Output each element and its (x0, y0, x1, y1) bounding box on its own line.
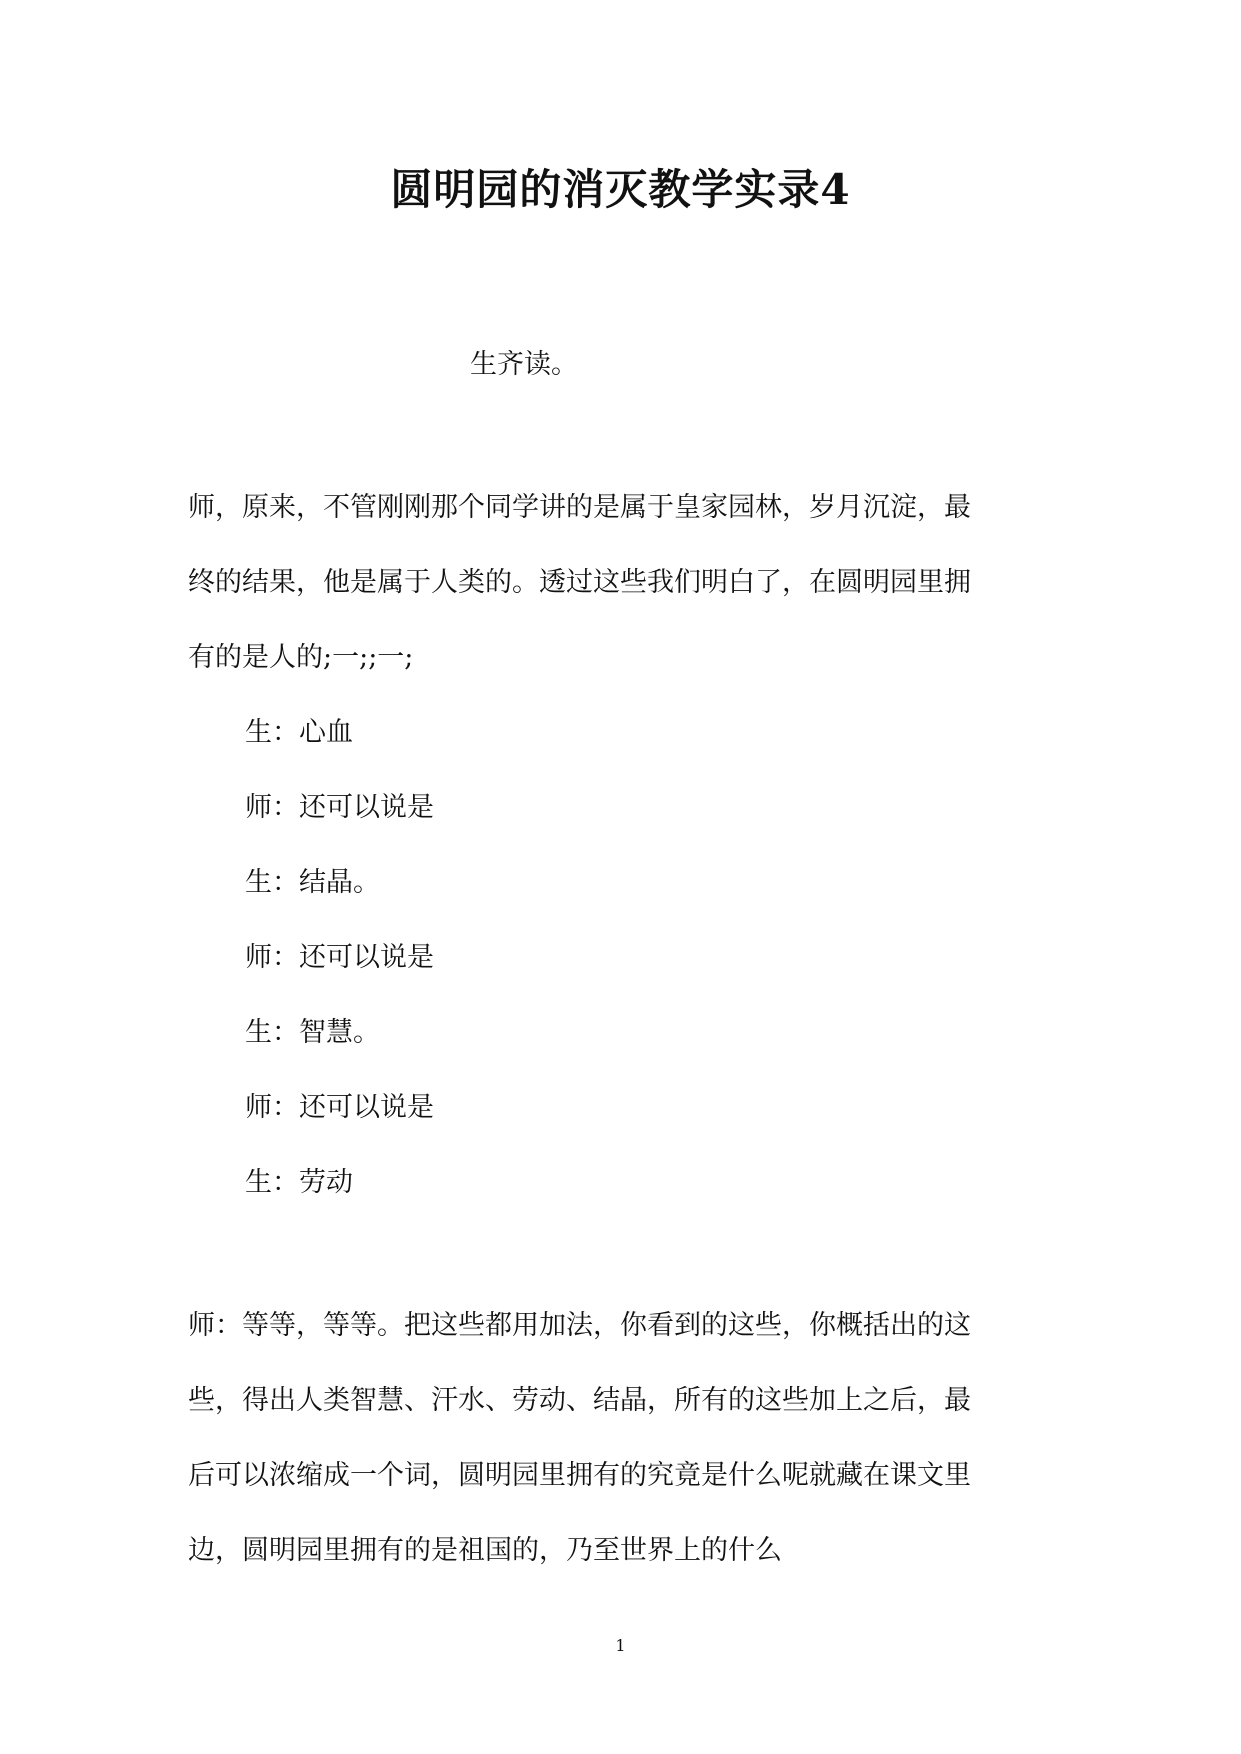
document-title: 圆明园的消灭教学实录4 (390, 165, 851, 214)
paragraph-line: 生齐读。 (470, 349, 578, 380)
dialogue-line: 师：还可以说是 (245, 792, 434, 823)
paragraph-line: 有的是人的;一;;一; (188, 642, 414, 673)
paragraph-line: 师：等等，等等。把这些都用加法，你看到的这些，你概括出的这 (188, 1310, 971, 1341)
paragraph-line: 师，原来，不管刚刚那个同学讲的是属于皇家园林，岁月沉淀，最 (188, 492, 971, 523)
paragraph-line: 边，圆明园里拥有的是祖国的，乃至世界上的什么 (188, 1535, 782, 1566)
dialogue-line: 生：劳动 (245, 1167, 353, 1198)
dialogue-line: 生：智慧。 (245, 1017, 380, 1048)
dialogue-line: 师：还可以说是 (245, 1092, 434, 1123)
paragraph-line: 终的结果，他是属于人类的。透过这些我们明白了，在圆明园里拥 (188, 567, 971, 598)
paragraph-line: 后可以浓缩成一个词，圆明园里拥有的究竟是什么呢就藏在课文里 (188, 1460, 971, 1491)
dialogue-line: 生：心血 (245, 717, 353, 748)
page-number: 1 (615, 1636, 626, 1655)
paragraph-line: 些，得出人类智慧、汗水、劳动、结晶，所有的这些加上之后，最 (188, 1385, 971, 1416)
dialogue-line: 生：结晶。 (245, 867, 380, 898)
dialogue-line: 师：还可以说是 (245, 942, 434, 973)
